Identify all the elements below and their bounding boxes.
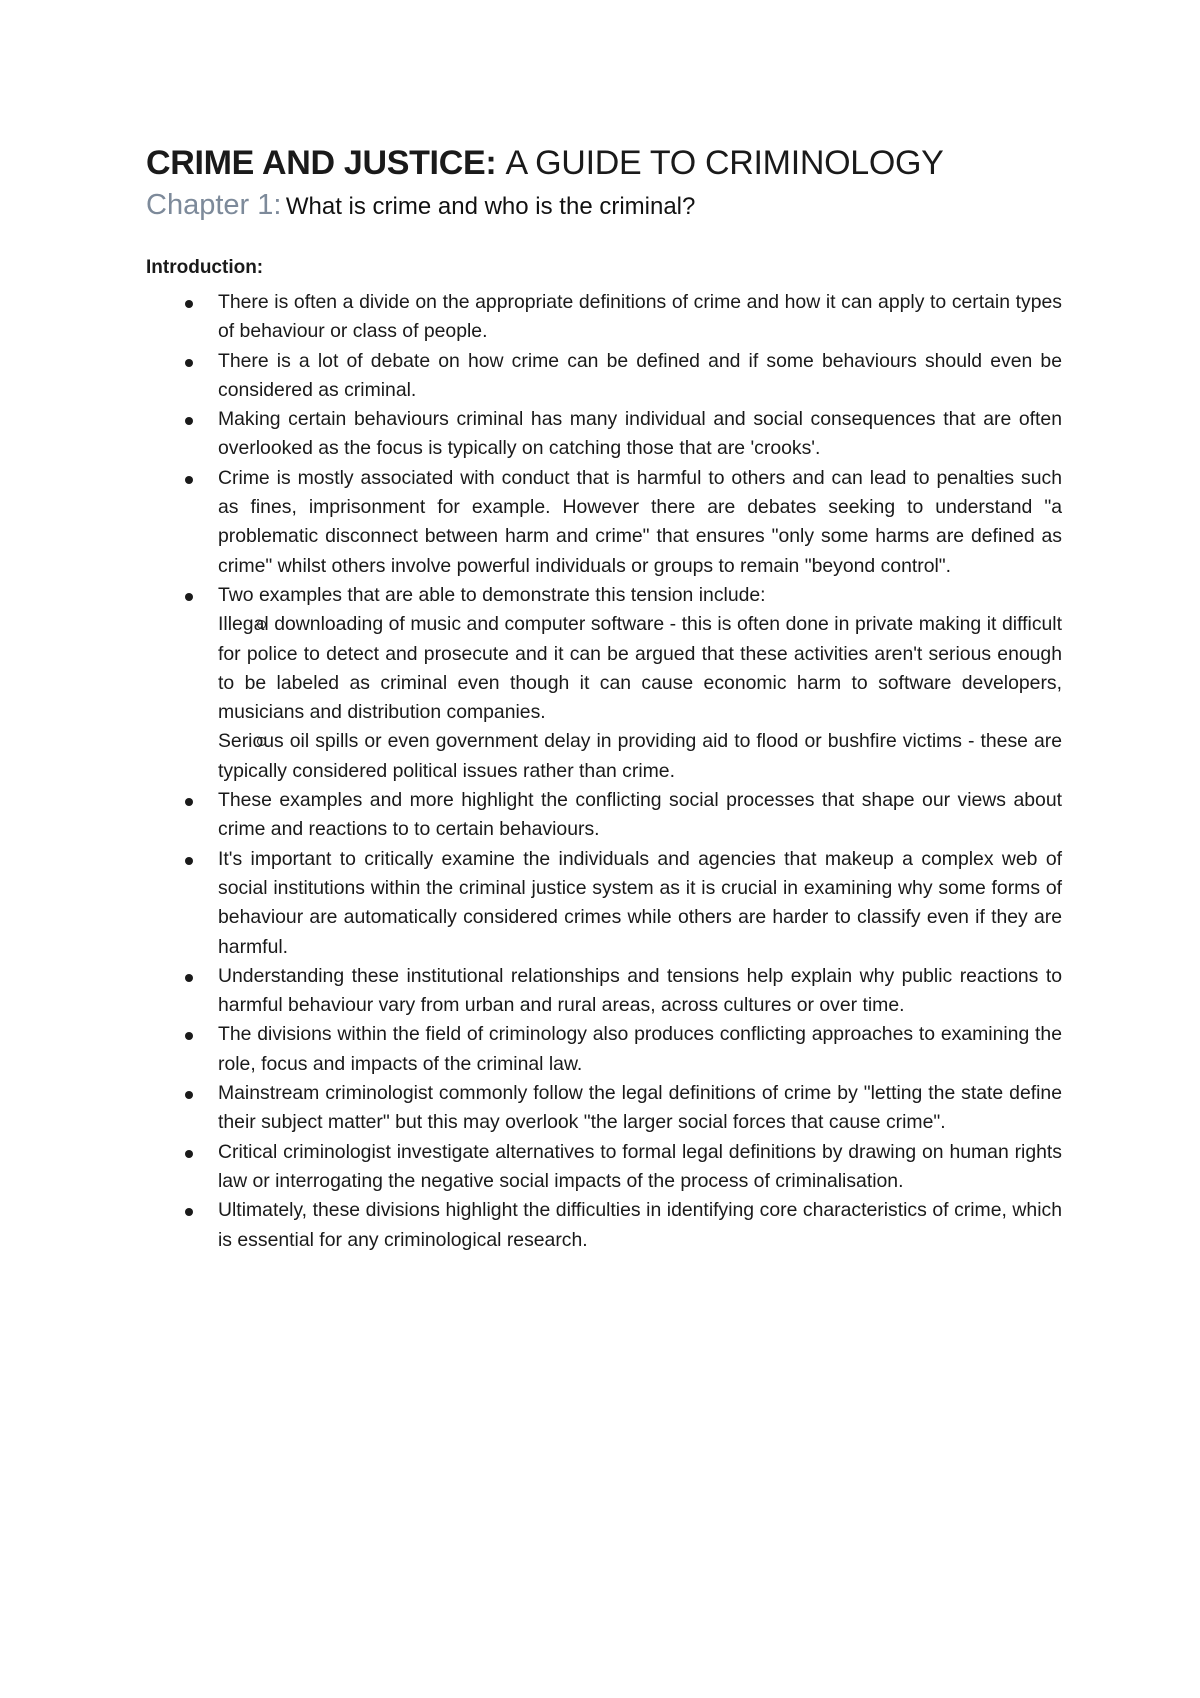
sub-list-wrapper (146, 610, 1062, 786)
list-item-text: Mainstream criminologist commonly follow the legal definitions of crime by "letting the state define their subject matter" but this may overlook "the larger social forces that cause crime". (218, 1082, 1062, 1134)
bullet-icon (185, 974, 193, 982)
list-item (146, 347, 1062, 406)
bullet-icon (185, 1208, 193, 1216)
list-item-text: These examples and more highlight the conflicting social processes that shape our views about crime and reactions to to certain behaviours. (218, 789, 1062, 841)
bullet-icon (185, 417, 193, 425)
bullet-icon (185, 1032, 193, 1040)
list-item-text: There is a lot of debate on how crime can be defined and if some behaviours should even be considered as criminal. (218, 349, 1062, 401)
list-item-text: Making certain behaviours criminal has many individual and social consequences that are often overlooked as the focus is typically on catching those that are 'crooks'. (218, 408, 1062, 460)
list-item-text: Two examples that are able to demonstrate this tension include: (218, 583, 766, 606)
bullet-icon (185, 1091, 193, 1099)
list-item (146, 962, 1062, 1021)
list-item (146, 1138, 1062, 1197)
list-item (146, 1020, 1062, 1079)
list-item-text: The divisions within the field of criminology also produces conflicting approaches to examining the role, focus and impacts of the criminal law. (218, 1023, 1062, 1075)
sub-list-item-text: Illegal downloading of music and computer software - this is often done in private making it difficult for police to detect and prosecute and it can be argued that these activities aren't serious enough to be labeled as criminal even though it can cause economic harm to software developers, musicians and distribution companies. (218, 613, 1062, 724)
bullet-icon (185, 1150, 193, 1158)
list-item-text: It's important to critically examine the individuals and agencies that makeup a complex web of social institutions within the criminal justice system as it is crucial in examining why some forms of behaviour are automatically considered crimes while others are harder to classify even if they are harmful. (218, 847, 1062, 958)
list-item (146, 581, 1062, 786)
chapter-title: What is crime and who is the criminal? (285, 193, 696, 220)
sub-list-item-text: Serious oil spills or even government delay in providing aid to flood or bushfire victims - these are typically considered political issues rather than crime. (218, 730, 1062, 782)
list-item-text: Critical criminologist investigate alternatives to formal legal definitions by drawing on human rights law or interrogating the negative social impacts of the process of criminalisation. (218, 1140, 1062, 1192)
list-item (146, 845, 1062, 962)
document-title (146, 140, 1062, 186)
sub-list-item (146, 727, 1062, 786)
bullet-icon (185, 359, 193, 367)
bullet-icon (185, 300, 193, 308)
introduction-heading: Introduction: (146, 257, 264, 278)
list-item-text: Ultimately, these divisions highlight the difficulties in identifying core characteristics of crime, which is essential for any criminological research. (218, 1199, 1062, 1251)
sub-list-item (146, 610, 1062, 727)
bullet-icon (185, 857, 193, 865)
bullet-icon (185, 798, 193, 806)
title-normal-part: A GUIDE TO CRIMINOLOGY (505, 144, 944, 182)
list-item (146, 405, 1062, 464)
examples-sub-list (146, 610, 1062, 786)
list-item (146, 1196, 1062, 1255)
title-bold-part: CRIME AND JUSTICE: (146, 144, 497, 182)
list-item (146, 464, 1062, 581)
list-item-text: Understanding these institutional relationships and tensions help explain why public reactions to harmful behaviour vary from urban and rural areas, across cultures or over time. (218, 964, 1062, 1017)
list-item (146, 786, 1062, 845)
list-item-text: There is often a divide on the appropriate definitions of crime and how it can apply to certain types of behaviour or class of people. (218, 291, 1062, 343)
chapter-label: Chapter 1: (146, 189, 282, 221)
list-item-text: Crime is mostly associated with conduct that is harmful to others and can lead to penalties such as fines, imprisonment for example. However there are debates seeking to understand "a problematic disconnect between harm and crime" that ensures "only some harms are defined as crime" whilst others involve powerful individuals or groups to remain "beyond control". (218, 466, 1062, 577)
bullet-icon (185, 476, 193, 484)
list-item (146, 288, 1062, 347)
list-item (146, 1079, 1062, 1138)
chapter-heading (146, 186, 1062, 229)
bullet-icon (185, 593, 193, 601)
document-page (146, 140, 1062, 1255)
introduction-bullet-list (146, 288, 1062, 1255)
